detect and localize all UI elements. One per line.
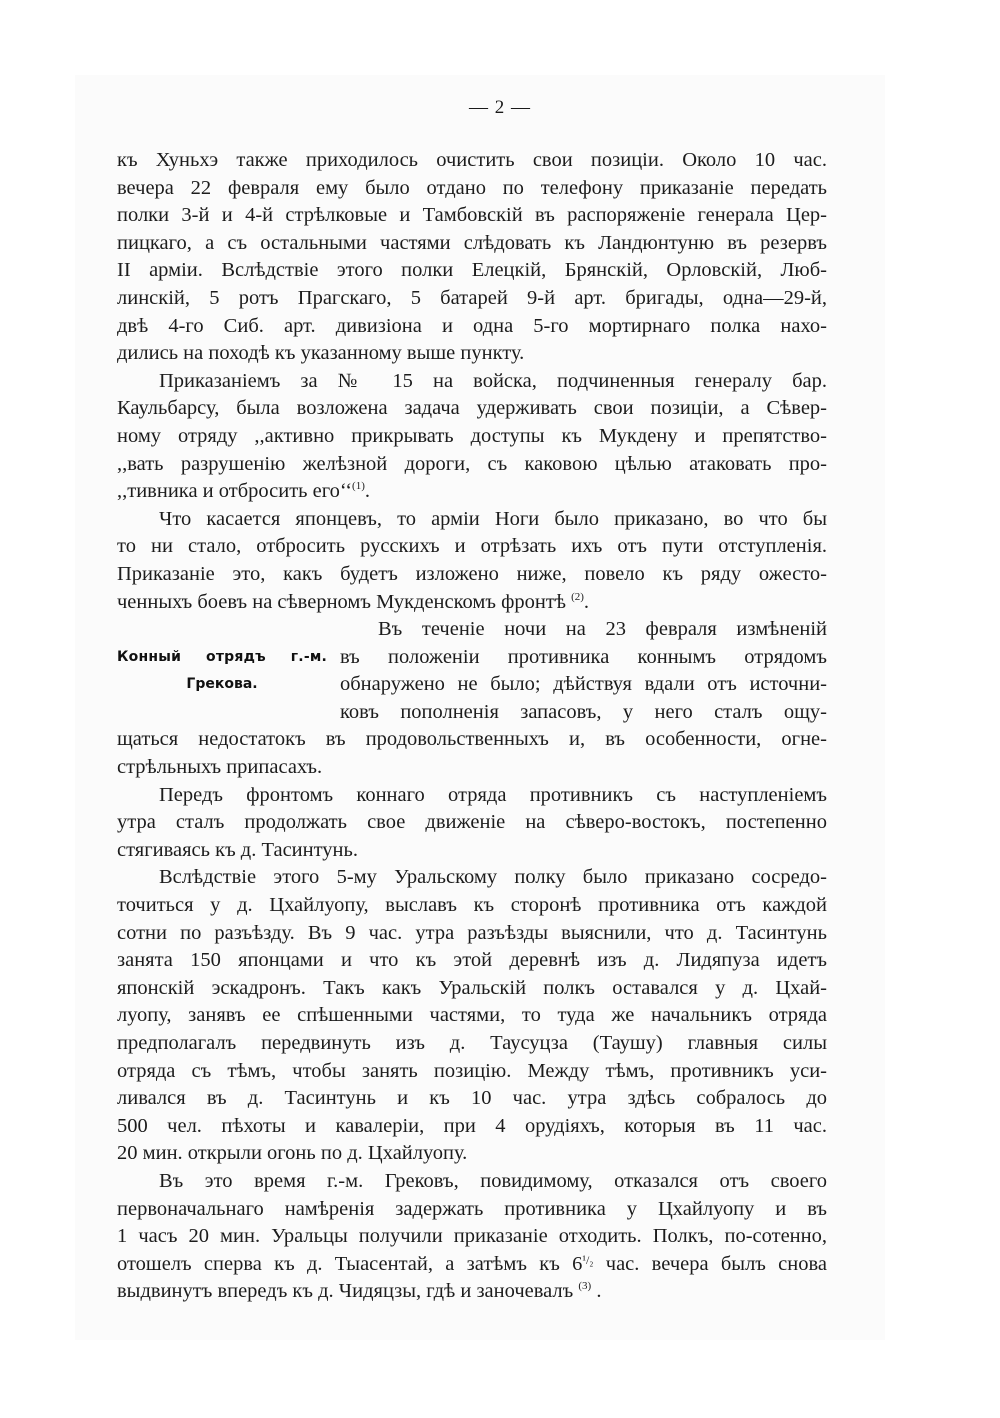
text-line: первоначальнаго намѣренія задержать противника у Цхайлуопу и въ [117,1197,827,1220]
text-line: отошелъ сперва къ д. Тыасентай, а затѣмъ къ $6^{^1/_2}$ час. вечера былъ снова [117,1252,828,1275]
text-line: обнаружено не было; дѣйствуя вдали отъ источни- [340,673,827,696]
text-line: предполагалъ передвинуть изъ д. Таусуцза (Таушу) главныя силы [117,1032,827,1054]
text-line: ,,вать разрушенію желѣзной дороги, съ каковою цѣлью атаковать про- [117,452,827,475]
text-line: сотни по разъѣзду. Въ 9 час. утра разъѣзды выяснили, что д. Тасинтунь [117,921,827,944]
text-line: вечера 22 февраля ему было отдано по телефону приказаніе передать [117,176,827,199]
text-line: стрѣльныхъ припасахъ. [117,756,323,779]
text-line: II арміи. Вслѣдствіе этого полки Елецкій, Брянскій, Орловскій, Люб- [117,259,827,282]
text-line: луопу, занявъ ее спѣшенными частями, то туда же начальникъ отряда [117,1004,827,1027]
body-text [117,147,827,1306]
text-line: Въ это время г.-м. Грековъ, повидимому, отказался отъ своего [159,1169,827,1192]
footnote-ref-3: (3) [578,1280,592,1293]
paragraph-1 [117,147,827,368]
text-line: Что касается японцевъ, то арміи Ноги было приказано, во что бы [159,507,827,530]
text-line: ,,тивника и отбросить его‘‘$^{(1)}$. [117,480,370,503]
text-line: 500 чел. пѣхоты и кавалеріи, при 4 орудіяхъ, которыя въ 11 час. [117,1114,827,1137]
margin-heading: Конный отрядъ г.-м. Грекова. [117,648,327,693]
text-line: японскій эскадронъ. Такъ какъ Уральскій полкъ оставался у д. Цхай- [117,976,827,999]
text-line: занята 150 японцами и что къ этой деревнѣ изъ д. Лидяпуза идетъ [117,949,827,972]
text-line: ченныхъ боевъ на сѣверномъ Мукденскомъ фронтѣ $^{(2)}$. [117,590,590,613]
text-line: Приказаніе это, какъ будетъ изложено ниже, повело къ ряду ожесто- [117,562,827,585]
text-line: отряда съ тѣмъ, чтобы занять позицію. Между тѣмъ, противникъ уси- [117,1059,827,1082]
paragraph-3 [117,506,827,616]
text-line: стягиваясь къ д. Тасинтунь. [117,838,359,861]
text-line: Вслѣдствіе этого 5-му Уральскому полку было приказано сосредо- [159,866,827,889]
text-line: выдвинутъ впередъ къ д. Чидяцзы, гдѣ и заночевалъ $^{(3)}$ . [117,1280,602,1303]
paragraph-7 [117,1168,827,1306]
paragraph-2 [117,368,827,506]
text-line: въ положеніи противника коннымъ отрядомъ [340,645,827,668]
text-line: Передъ фронтомъ коннаго отряда противникъ съ наступленіемъ [159,783,827,806]
text-line: пицкаго, а съ остальными частями слѣдовать къ Ландюнтуню въ резервъ [117,231,827,254]
text-line: 20 мин. открыли огонь по д. Цхайлуопу. [117,1142,468,1165]
text-line: линскій, 5 ротъ Прагскаго, 5 батарей 9-й арт. бригады, одна—29-й, [117,286,827,309]
text-line: Каульбарсу, была возложена задача удерживать свои позиціи, а Сѣвер- [117,397,827,420]
page-number: — 2 — [469,97,531,118]
text-line: щаться недостатокъ въ продовольственныхъ и, въ особенности, огне- [117,728,827,751]
footnote-ref-2: (2) [571,590,584,603]
text-line: полки 3-й и 4-й стрѣлковые и Тамбовскій въ распоряженіе генерала Цер- [117,204,827,227]
text-line: то ни стало, отбросить русскихъ и отрѣзать ихъ отъ пути отступленія. [117,535,827,558]
text-line: ному отряду ,,активно прикрывать доступы къ Мукдену и препятство- [117,424,827,447]
text-line: утра сталъ продолжать свое движеніе на сѣверо-востокъ, постепенно [117,811,827,834]
text-line: 1 часъ 20 мин. Уральцы получили приказаніе отходить. Полкъ, по-сотенно, [117,1225,827,1248]
text-line: Въ теченіе ночи на 23 февраля измѣненій [378,618,827,641]
text-line: къ Хуньхэ также приходилось очистить свои позиціи. Около 10 час. [117,149,827,171]
text-line: дились на походѣ къ указанному выше пункту. [117,342,525,365]
text-line: двѣ 4-го Сиб. арт. дивизіона и одна 5-го мортирнаго полка нахо- [117,314,827,337]
fraction-half: ¹/₂ [582,1252,594,1267]
text-line: ливался въ д. Тасинтунь и къ 10 час. утра здѣсь собралось до [117,1087,827,1110]
text-line: Приказаніемъ за № 15 на войска, подчиненныя генералу бар. [159,369,827,392]
paragraph-6 [117,864,827,1168]
paragraph-4 [117,616,827,782]
footnote-ref-1: (1) [352,480,365,493]
text-line: ковъ пополненія запасовъ, у него сталъ ощу- [340,700,827,723]
text-line: точиться у д. Цхайлуопу, выславъ къ сторонѣ противника отъ каждой [117,894,827,917]
paragraph-5 [117,782,827,865]
